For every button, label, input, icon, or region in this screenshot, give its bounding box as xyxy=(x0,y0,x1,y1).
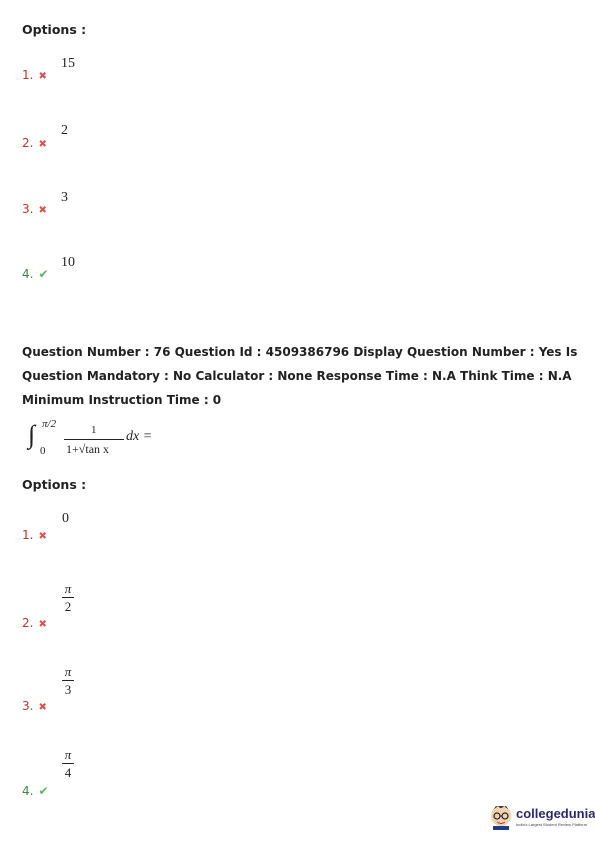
option-4[interactable] xyxy=(22,263,49,282)
option-number: 4. xyxy=(22,784,34,798)
wrong-icon: ✖ xyxy=(38,702,47,713)
option-value: 15 xyxy=(61,56,75,71)
option-value: 10 xyxy=(61,255,75,270)
option-number: 4. xyxy=(22,267,34,281)
fraction-numerator: π xyxy=(64,747,72,762)
fraction-denominator: 4 xyxy=(64,765,72,780)
collegedunia-logo xyxy=(488,800,595,832)
option-fraction xyxy=(62,748,74,779)
option-2[interactable] xyxy=(22,132,47,151)
integral-sign-icon: ∫ xyxy=(28,420,36,449)
logo-name: collegedunia xyxy=(516,806,595,821)
option-value: 0 xyxy=(62,511,69,526)
option-fraction xyxy=(62,665,74,696)
wrong-icon: ✖ xyxy=(38,71,47,82)
options-label: Options : xyxy=(22,22,87,37)
upper-limit: π/2 xyxy=(42,418,57,430)
option-number: 3. xyxy=(22,202,34,216)
mascot-icon xyxy=(488,800,514,830)
option-2[interactable] xyxy=(22,612,47,631)
wrong-icon: ✖ xyxy=(38,619,47,630)
options-label: Options : xyxy=(22,477,87,492)
fraction-numerator: π xyxy=(64,581,72,596)
option-1[interactable] xyxy=(22,64,47,83)
option-3[interactable] xyxy=(22,695,47,714)
option-number: 2. xyxy=(22,616,34,630)
wrong-icon: ✖ xyxy=(38,531,47,542)
lower-limit: 0 xyxy=(40,445,46,457)
option-1[interactable] xyxy=(22,524,47,543)
integrand-denominator: 1+√tan x xyxy=(66,442,110,456)
question-meta: Question Number : 76 Question Id : 4509386796 Display Question Number : Yes Is Question Mandatory : No Calculator : None Response Time : N.A Think Time : N.A Minimum Instruction Time : 0 xyxy=(22,345,578,407)
option-number: 1. xyxy=(22,528,34,542)
option-number: 1. xyxy=(22,68,34,82)
differential: dx = xyxy=(126,429,153,444)
check-icon: ✔ xyxy=(38,267,49,281)
wrong-icon: ✖ xyxy=(38,139,47,150)
question-formula xyxy=(22,418,172,464)
option-value: 3 xyxy=(61,190,68,205)
integrand-numerator: 1 xyxy=(91,424,97,436)
check-icon: ✔ xyxy=(38,784,49,798)
fraction-numerator: π xyxy=(64,664,72,679)
option-value: 2 xyxy=(61,123,68,138)
fraction-denominator: 2 xyxy=(64,599,72,614)
option-number: 3. xyxy=(22,699,34,713)
fraction-bar xyxy=(64,439,124,440)
option-fraction xyxy=(62,582,74,613)
option-3[interactable] xyxy=(22,198,47,217)
option-4[interactable] xyxy=(22,780,49,799)
logo-tagline: India's Largest Student Review Platform xyxy=(516,822,588,827)
option-number: 2. xyxy=(22,136,34,150)
wrong-icon: ✖ xyxy=(38,205,47,216)
fraction-denominator: 3 xyxy=(64,682,72,697)
